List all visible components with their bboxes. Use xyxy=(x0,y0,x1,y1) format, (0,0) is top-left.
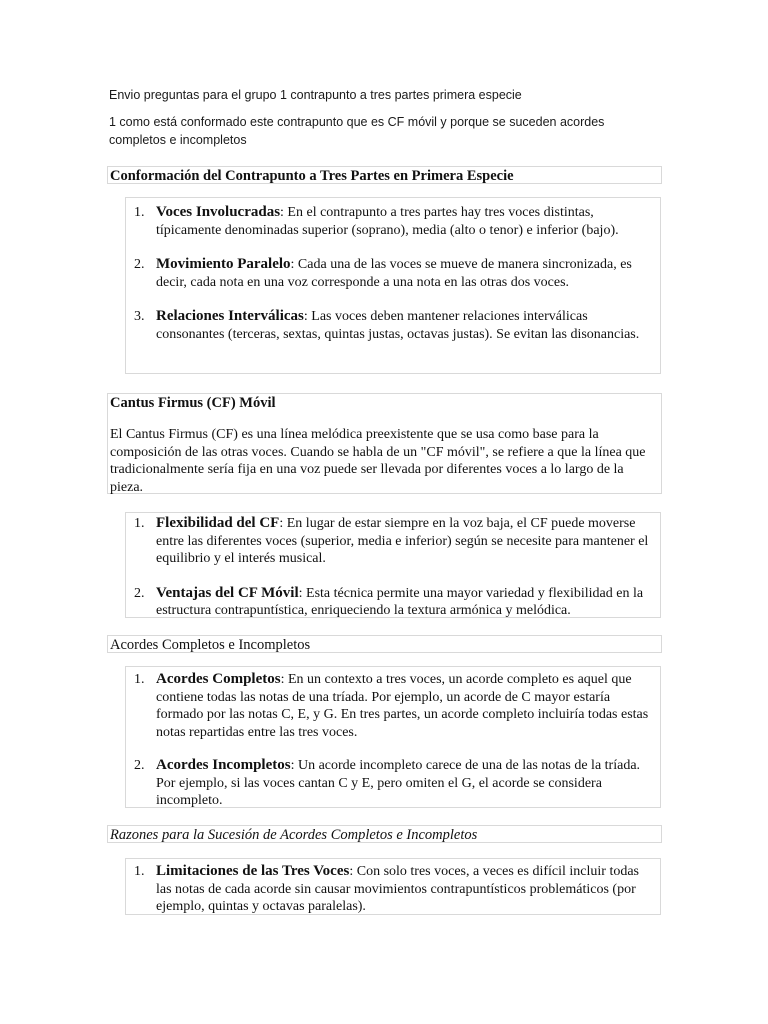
item-term: Movimiento Paralelo xyxy=(156,256,291,272)
item-term: Acordes Incompletos xyxy=(156,757,291,773)
item-number: 1. xyxy=(134,205,145,220)
item-number: 1. xyxy=(134,864,145,879)
list-item xyxy=(126,671,660,741)
list-item xyxy=(126,863,660,916)
list-item xyxy=(126,308,660,343)
ordered-list xyxy=(126,671,660,810)
section-heading-acordes xyxy=(107,635,662,653)
list-item xyxy=(126,585,660,620)
item-text: : En el contrapunto a tres partes hay tres voces distintas, típicamente denominadas superior (soprano), media (alto o tenor) e inferior (bajo). xyxy=(156,205,619,238)
list-item xyxy=(126,256,660,291)
list-item xyxy=(126,204,660,239)
item-number: 3. xyxy=(134,309,145,324)
section-heading-conformacion xyxy=(107,166,662,184)
list-item xyxy=(126,515,660,568)
list-razones xyxy=(125,858,661,915)
item-number: 1. xyxy=(134,672,145,687)
list-item xyxy=(126,757,660,810)
list-conformacion xyxy=(125,197,661,374)
item-number: 2. xyxy=(134,758,145,773)
ordered-list xyxy=(126,204,660,343)
item-term: Relaciones Interválicas xyxy=(156,308,304,324)
list-acordes xyxy=(125,666,661,808)
ordered-list xyxy=(126,863,660,916)
item-term: Ventajas del CF Móvil xyxy=(156,584,299,601)
item-term: Acordes Completos xyxy=(156,671,281,687)
item-text: : Esta técnica permite una mayor variedad y flexibilidad en la estructura contrapuntística, enriqueciendo la textura armónica y melódica. xyxy=(156,585,644,618)
item-text: : En lugar de estar siempre en la voz baja, el CF puede moverse entre las diferentes voces (superior, media e inferior) según se necesite para mantener el equilibrio y el interés musical. xyxy=(156,516,649,566)
section-heading-razones xyxy=(107,825,662,843)
item-number: 1. xyxy=(134,516,145,531)
item-number: 2. xyxy=(134,585,145,601)
ordered-list xyxy=(126,515,660,620)
item-text: : Cada una de las voces se mueve de manera sincronizada, es decir, cada nota en una voz corresponde a una nota en las otras dos voces. xyxy=(156,257,632,290)
list-cf-movil xyxy=(125,512,661,618)
heading-text: Conformación del Contrapunto a Tres Partes en Primera Especie xyxy=(110,168,514,184)
item-term: Limitaciones de las Tres Voces xyxy=(156,863,350,879)
section-paragraph: El Cantus Firmus (CF) es una línea melódica preexistente que se usa como base para la composición de las otras voces. Cuando se habla de un "CF móvil", se refiere a que la línea que tradicionalmente sería fija en una voz puede ser llevada por diferentes voces a lo largo de la pieza. xyxy=(110,427,646,495)
section-heading-cf-movil xyxy=(107,393,662,494)
heading-text: Acordes Completos e Incompletos xyxy=(110,637,311,653)
item-term: Flexibilidad del CF xyxy=(156,515,280,531)
heading-text: Razones para la Sucesión de Acordes Completos e Incompletos xyxy=(110,827,478,843)
item-text: : Un acorde incompleto carece de una de las notas de la tríada. Por ejemplo, si las voces cantan C y E, pero omiten el G, el acorde se considera incompleto. xyxy=(156,758,641,808)
item-number: 2. xyxy=(134,257,145,272)
item-text: : En un contexto a tres voces, un acorde completo es aquel que contiene todas las notas de una tríada. Por ejemplo, un acorde de C mayor estaría formado por las notas C, E, y G. En tres partes, un acorde completo incluiría todas estas notas repartidas entre las tres voces. xyxy=(156,672,649,740)
item-term: Voces Involucradas xyxy=(156,204,281,220)
item-text: : Las voces deben mantener relaciones interválicas consonantes (terceras, sextas, quintas justas, octavas justas). Se evitan las disonancias. xyxy=(156,309,640,342)
intro-line: Envio preguntas para el grupo 1 contrapunto a tres partes primera especie xyxy=(109,88,522,102)
item-text: : Con solo tres voces, a veces es difícil incluir todas las notas de cada acorde sin causar movimientos contrapuntísticos problemáticos (por ejemplo, quintas y octavas paralelas). xyxy=(156,864,639,914)
heading-text: Cantus Firmus (CF) Móvil xyxy=(110,395,276,411)
intro-question: 1 como está conformado este contrapunto que es CF móvil y porque se suceden acordes completos e incompletos xyxy=(109,115,605,147)
